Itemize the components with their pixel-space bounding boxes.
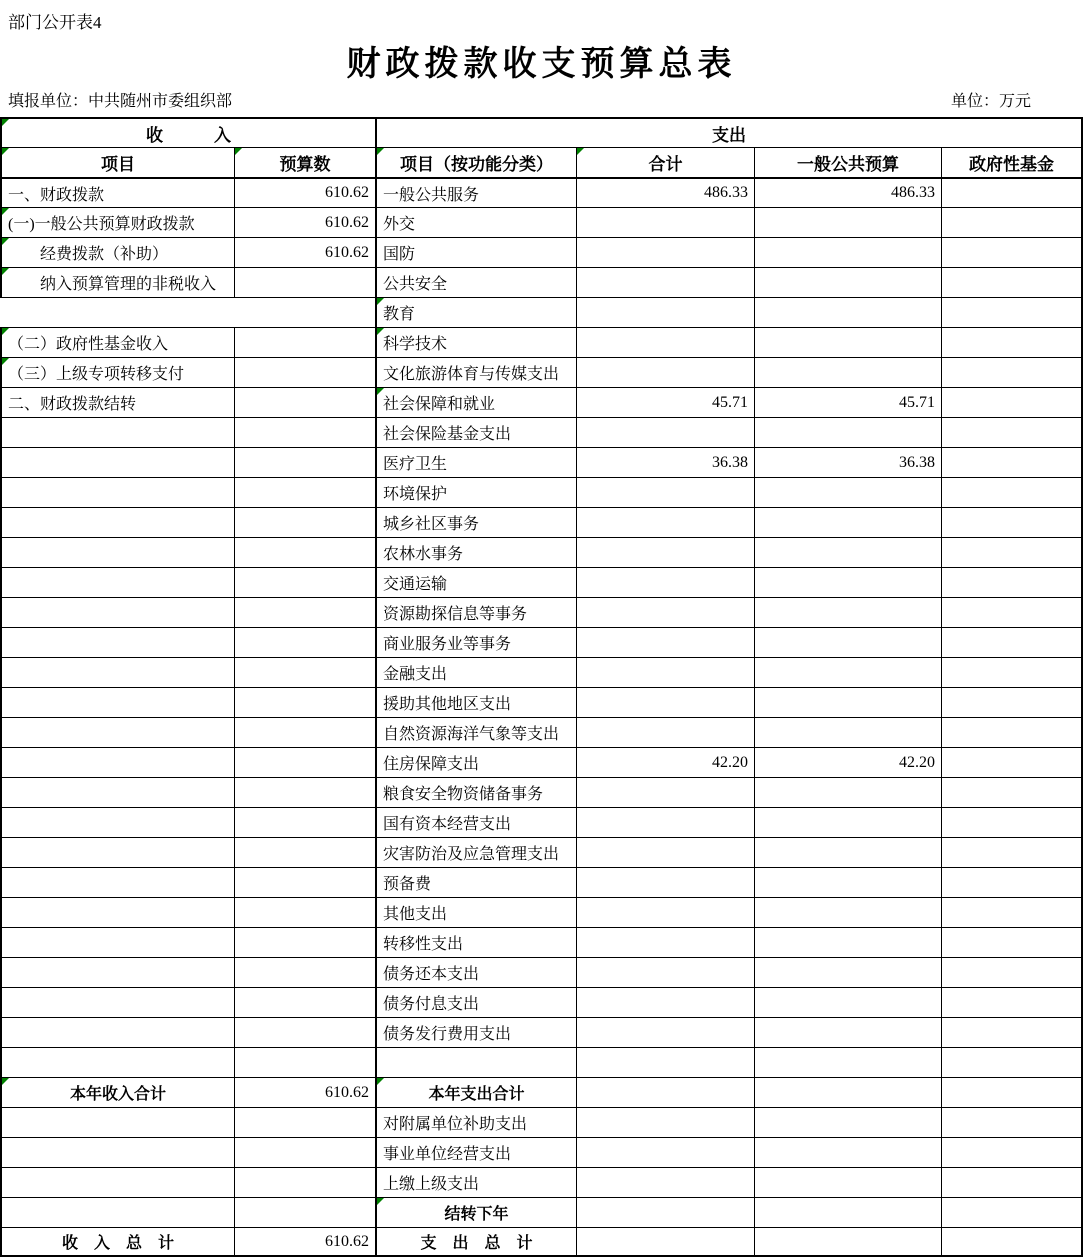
income-budget-cell — [234, 837, 375, 867]
income-item-cell — [0, 447, 234, 477]
expense-total-cell — [576, 1107, 754, 1137]
expense-gov-fund-cell — [941, 597, 1083, 627]
expense-total-cell — [576, 957, 754, 987]
expense-item-cell: 城乡社区事务 — [375, 507, 576, 537]
income-item-cell — [0, 987, 234, 1017]
income-item-cell: (一)一般公共预算财政拨款 — [0, 207, 234, 237]
expense-gov-fund-cell — [941, 1077, 1083, 1107]
expense-total-cell — [576, 1047, 754, 1077]
expense-item-cell: 转移性支出 — [375, 927, 576, 957]
expense-item-cell: 社会保障和就业 — [375, 387, 576, 417]
expense-item-cell: 灾害防治及应急管理支出 — [375, 837, 576, 867]
income-item-cell — [0, 657, 234, 687]
expense-gov-fund-cell — [941, 777, 1083, 807]
income-item-cell — [0, 507, 234, 537]
income-section-header: 收 入 — [0, 117, 375, 147]
income-budget-cell — [234, 1167, 375, 1197]
income-budget-cell — [234, 417, 375, 447]
expense-general-budget-cell — [754, 897, 941, 927]
income-budget-cell — [234, 957, 375, 987]
income-item-cell: 经费拨款（补助） — [0, 237, 234, 267]
col-header-income-item: 项目 — [0, 147, 234, 177]
page-title: 财政拨款收支预算总表 — [346, 46, 737, 83]
income-budget-cell — [234, 537, 375, 567]
income-budget-cell: 610.62 — [234, 1077, 375, 1107]
expense-general-budget-cell — [754, 327, 941, 357]
income-budget-cell — [234, 567, 375, 597]
expense-item-cell: 支 出 总 计 — [375, 1227, 576, 1257]
expense-total-cell — [576, 807, 754, 837]
income-budget-cell: 610.62 — [234, 237, 375, 267]
expense-general-budget-cell: 36.38 — [754, 447, 941, 477]
income-budget-cell — [234, 1107, 375, 1137]
expense-general-budget-cell — [754, 987, 941, 1017]
income-item-cell — [0, 417, 234, 447]
expense-item-cell: 援助其他地区支出 — [375, 687, 576, 717]
expense-gov-fund-cell — [941, 477, 1083, 507]
expense-general-budget-cell — [754, 1137, 941, 1167]
expense-gov-fund-cell — [941, 507, 1083, 537]
expense-general-budget-cell — [754, 927, 941, 957]
expense-gov-fund-cell — [941, 837, 1083, 867]
expense-item-cell: 国有资本经营支出 — [375, 807, 576, 837]
expense-gov-fund-cell — [941, 747, 1083, 777]
expense-item-cell: 自然资源海洋气象等支出 — [375, 717, 576, 747]
income-item-cell — [0, 1137, 234, 1167]
expense-total-cell — [576, 417, 754, 447]
expense-total-cell — [576, 927, 754, 957]
income-item-cell: 本年收入合计 — [0, 1077, 234, 1107]
income-item-cell — [0, 837, 234, 867]
expense-gov-fund-cell — [941, 327, 1083, 357]
expense-general-budget-cell — [754, 567, 941, 597]
expense-item-cell: 教育 — [375, 297, 576, 327]
expense-general-budget-cell — [754, 477, 941, 507]
expense-item-cell: 交通运输 — [375, 567, 576, 597]
income-item-cell — [0, 1167, 234, 1197]
expense-gov-fund-cell — [941, 1227, 1083, 1257]
expense-general-budget-cell — [754, 1047, 941, 1077]
expense-general-budget-cell — [754, 267, 941, 297]
expense-total-cell — [576, 1077, 754, 1107]
expense-total-cell: 486.33 — [576, 177, 754, 207]
expense-item-cell: 结转下年 — [375, 1197, 576, 1227]
expense-gov-fund-cell — [941, 537, 1083, 567]
expense-total-cell: 42.20 — [576, 747, 754, 777]
expense-general-budget-cell — [754, 957, 941, 987]
expense-gov-fund-cell — [941, 867, 1083, 897]
income-budget-cell — [234, 927, 375, 957]
income-item-cell: 纳入预算管理的非税收入 — [0, 267, 234, 297]
expense-total-cell: 36.38 — [576, 447, 754, 477]
expense-gov-fund-cell — [941, 297, 1083, 327]
expense-general-budget-cell — [754, 1197, 941, 1227]
expense-gov-fund-cell — [941, 267, 1083, 297]
expense-total-cell: 45.71 — [576, 387, 754, 417]
expense-general-budget-cell — [754, 867, 941, 897]
income-item-cell — [0, 1047, 234, 1077]
expense-item-cell: 债务还本支出 — [375, 957, 576, 987]
income-budget-cell — [234, 327, 375, 357]
expense-item-cell: 对附属单位补助支出 — [375, 1107, 576, 1137]
expense-gov-fund-cell — [941, 897, 1083, 927]
expense-gov-fund-cell — [941, 657, 1083, 687]
income-budget-cell — [234, 1047, 375, 1077]
expense-total-cell — [576, 1167, 754, 1197]
expense-total-cell — [576, 687, 754, 717]
expense-general-budget-cell — [754, 687, 941, 717]
expense-item-cell: 环境保护 — [375, 477, 576, 507]
expense-general-budget-cell — [754, 237, 941, 267]
expense-general-budget-cell — [754, 777, 941, 807]
expense-item-cell: 文化旅游体育与传媒支出 — [375, 357, 576, 387]
income-item-cell — [0, 897, 234, 927]
income-item-cell — [0, 567, 234, 597]
expense-item-cell: 公共安全 — [375, 267, 576, 297]
expense-total-cell — [576, 477, 754, 507]
income-budget-cell — [234, 357, 375, 387]
expense-total-cell — [576, 1227, 754, 1257]
income-item-cell — [0, 1017, 234, 1047]
expense-item-cell: 其他支出 — [375, 897, 576, 927]
col-header-total: 合计 — [576, 147, 754, 177]
income-budget-cell — [234, 987, 375, 1017]
expense-gov-fund-cell — [941, 807, 1083, 837]
expense-gov-fund-cell — [941, 687, 1083, 717]
expense-gov-fund-cell — [941, 627, 1083, 657]
expense-item-cell: 债务发行费用支出 — [375, 1017, 576, 1047]
expense-general-budget-cell — [754, 807, 941, 837]
expense-general-budget-cell — [754, 837, 941, 867]
income-budget-cell — [234, 387, 375, 417]
col-header-gov-fund: 政府性基金 — [941, 147, 1083, 177]
income-item-cell — [0, 717, 234, 747]
expense-gov-fund-cell — [941, 417, 1083, 447]
income-budget-cell: 610.62 — [234, 1227, 375, 1257]
expense-item-cell: 预备费 — [375, 867, 576, 897]
expense-general-budget-cell: 486.33 — [754, 177, 941, 207]
col-header-general-budget: 一般公共预算 — [754, 147, 941, 177]
meta-row — [8, 88, 1083, 111]
income-item-cell — [0, 627, 234, 657]
expense-gov-fund-cell — [941, 237, 1083, 267]
expense-gov-fund-cell — [941, 1107, 1083, 1137]
income-budget-cell — [234, 747, 375, 777]
expense-item-cell: 债务付息支出 — [375, 987, 576, 1017]
expense-total-cell — [576, 657, 754, 687]
expense-total-cell — [576, 567, 754, 597]
expense-general-budget-cell — [754, 597, 941, 627]
expense-item-cell: 社会保险基金支出 — [375, 417, 576, 447]
expense-gov-fund-cell — [941, 177, 1083, 207]
income-budget-cell: 610.62 — [234, 207, 375, 237]
expense-total-cell — [576, 237, 754, 267]
expense-total-cell — [576, 837, 754, 867]
expense-general-budget-cell — [754, 1227, 941, 1257]
expense-gov-fund-cell — [941, 927, 1083, 957]
expense-general-budget-cell — [754, 207, 941, 237]
expense-general-budget-cell — [754, 1017, 941, 1047]
expense-total-cell — [576, 627, 754, 657]
expense-gov-fund-cell — [941, 1017, 1083, 1047]
income-budget-cell — [234, 447, 375, 477]
expense-total-cell — [576, 597, 754, 627]
expense-gov-fund-cell — [941, 387, 1083, 417]
income-item-cell — [0, 1197, 234, 1227]
form-unit-label: 填报单位：中共随州市委组织部 — [8, 93, 233, 110]
doc-label: 部门公开表4 — [8, 13, 102, 32]
income-item-cell — [0, 1107, 234, 1137]
expense-total-cell — [576, 717, 754, 747]
income-item-cell — [0, 297, 375, 327]
expense-item-cell: 科学技术 — [375, 327, 576, 357]
expense-total-cell — [576, 297, 754, 327]
income-budget-cell — [234, 1017, 375, 1047]
expense-gov-fund-cell — [941, 1047, 1083, 1077]
expense-total-cell — [576, 867, 754, 897]
expense-total-cell — [576, 1137, 754, 1167]
income-item-cell — [0, 747, 234, 777]
income-item-cell — [0, 687, 234, 717]
income-item-cell — [0, 867, 234, 897]
expense-general-budget-cell — [754, 1167, 941, 1197]
expense-total-cell — [576, 357, 754, 387]
expense-gov-fund-cell — [941, 1137, 1083, 1167]
expense-item-cell: 国防 — [375, 237, 576, 267]
expense-general-budget-cell — [754, 1077, 941, 1107]
expense-item-cell: 商业服务业等事务 — [375, 627, 576, 657]
expense-item-cell: 住房保障支出 — [375, 747, 576, 777]
income-item-cell — [0, 957, 234, 987]
income-budget-cell — [234, 717, 375, 747]
expense-gov-fund-cell — [941, 1167, 1083, 1197]
expense-gov-fund-cell — [941, 207, 1083, 237]
expense-total-cell — [576, 507, 754, 537]
income-item-cell: 收 入 总 计 — [0, 1227, 234, 1257]
expense-general-budget-cell — [754, 357, 941, 387]
expense-item-cell: 事业单位经营支出 — [375, 1137, 576, 1167]
expense-general-budget-cell — [754, 657, 941, 687]
expense-total-cell — [576, 1197, 754, 1227]
expense-item-cell: 一般公共服务 — [375, 177, 576, 207]
income-item-cell — [0, 537, 234, 567]
expense-gov-fund-cell — [941, 1197, 1083, 1227]
expense-total-cell — [576, 327, 754, 357]
expense-item-cell: 金融支出 — [375, 657, 576, 687]
expense-item-cell: 粮食安全物资储备事务 — [375, 777, 576, 807]
income-item-cell — [0, 597, 234, 627]
income-budget-cell: 610.62 — [234, 177, 375, 207]
expense-gov-fund-cell — [941, 357, 1083, 387]
income-item-cell: （三）上级专项转移支付 — [0, 357, 234, 387]
expense-total-cell — [576, 207, 754, 237]
expense-general-budget-cell — [754, 717, 941, 747]
income-item-cell — [0, 777, 234, 807]
expense-gov-fund-cell — [941, 957, 1083, 987]
expense-item-cell: 农林水事务 — [375, 537, 576, 567]
income-budget-cell — [234, 597, 375, 627]
expense-total-cell — [576, 777, 754, 807]
expense-total-cell — [576, 1017, 754, 1047]
budget-table — [0, 117, 1083, 1257]
expense-general-budget-cell — [754, 627, 941, 657]
expense-general-budget-cell: 42.20 — [754, 747, 941, 777]
expense-total-cell — [576, 897, 754, 927]
expense-total-cell — [576, 987, 754, 1017]
income-budget-cell — [234, 507, 375, 537]
expense-general-budget-cell — [754, 417, 941, 447]
expense-general-budget-cell — [754, 537, 941, 567]
income-item-cell: （二）政府性基金收入 — [0, 327, 234, 357]
income-budget-cell — [234, 1137, 375, 1167]
income-item-cell — [0, 477, 234, 507]
income-item-cell — [0, 807, 234, 837]
col-header-expense-item: 项目（按功能分类） — [375, 147, 576, 177]
unit-label: 单位：万元 — [950, 93, 1031, 110]
income-budget-cell — [234, 687, 375, 717]
income-budget-cell — [234, 897, 375, 927]
expense-general-budget-cell: 45.71 — [754, 387, 941, 417]
income-budget-cell — [234, 777, 375, 807]
expense-item-cell: 资源勘探信息等事务 — [375, 597, 576, 627]
income-budget-cell — [234, 807, 375, 837]
income-item-cell: 一、财政拨款 — [0, 177, 234, 207]
expense-gov-fund-cell — [941, 567, 1083, 597]
income-budget-cell — [234, 627, 375, 657]
income-budget-cell — [234, 1197, 375, 1227]
income-budget-cell — [234, 657, 375, 687]
income-budget-cell — [234, 267, 375, 297]
expense-general-budget-cell — [754, 507, 941, 537]
expense-item-cell — [375, 1047, 576, 1077]
expense-general-budget-cell — [754, 297, 941, 327]
expense-section-header: 支出 — [375, 117, 1083, 147]
expense-general-budget-cell — [754, 1107, 941, 1137]
col-header-budget: 预算数 — [234, 147, 375, 177]
expense-gov-fund-cell — [941, 987, 1083, 1017]
expense-total-cell — [576, 537, 754, 567]
expense-item-cell: 上缴上级支出 — [375, 1167, 576, 1197]
income-budget-cell — [234, 867, 375, 897]
expense-gov-fund-cell — [941, 447, 1083, 477]
income-budget-cell — [234, 477, 375, 507]
expense-item-cell: 医疗卫生 — [375, 447, 576, 477]
expense-total-cell — [576, 267, 754, 297]
income-item-cell — [0, 927, 234, 957]
income-item-cell: 二、财政拨款结转 — [0, 387, 234, 417]
expense-gov-fund-cell — [941, 717, 1083, 747]
expense-item-cell: 本年支出合计 — [375, 1077, 576, 1107]
expense-item-cell: 外交 — [375, 207, 576, 237]
